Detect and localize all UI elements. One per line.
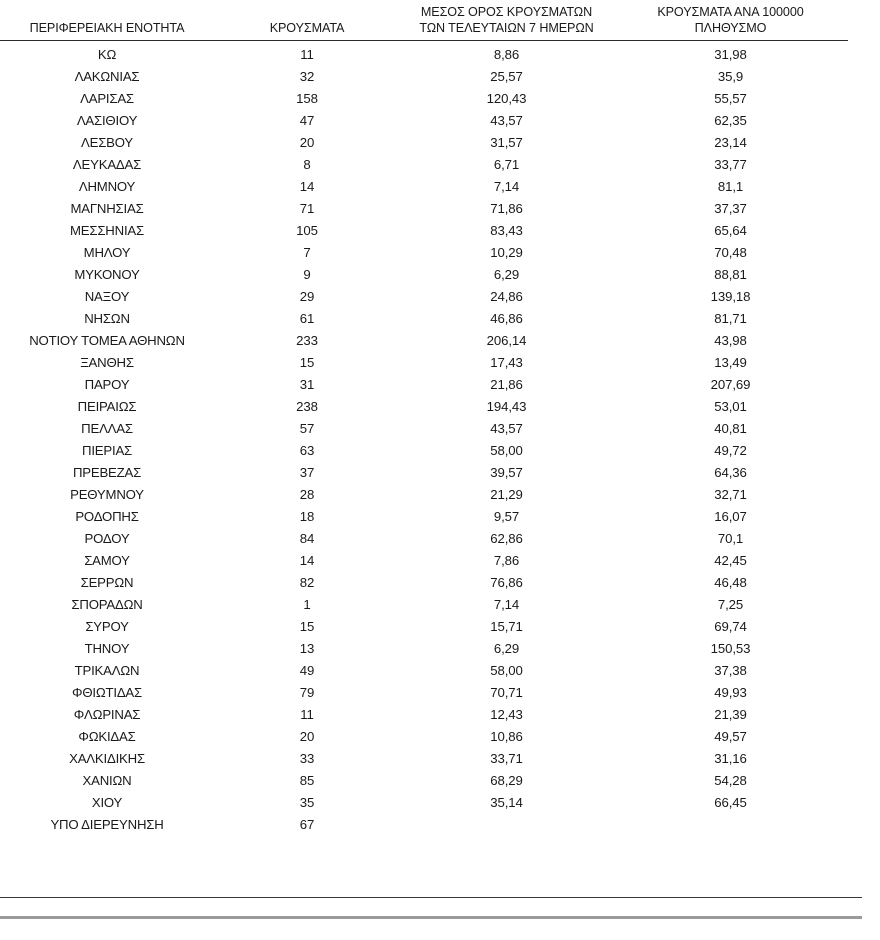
cell-cases: 233 [296,332,318,348]
table-header-row [0,4,848,40]
cell-average-7day: 46,86 [490,310,523,326]
table-row [0,484,848,506]
cell-region: ΤΡΙΚΑΛΩΝ [74,662,140,678]
cell-average-7day: 7,86 [493,552,520,568]
cell-average-7day: 33,71 [490,750,523,766]
cell-cases: 85 [299,772,315,788]
cell-average-7day: 6,29 [493,266,520,282]
table-row [0,572,848,594]
cell-region: ΣΑΜΟΥ [84,552,130,568]
cell-per-100000: 33,77 [714,156,747,172]
table-row [0,198,848,220]
cell-cases: 57 [299,420,315,436]
cell-region: ΥΠΟ ΔΙΕΡΕΥΝΗΣΗ [50,816,164,832]
cell-region: ΣΠΟΡΑΔΩΝ [71,596,143,612]
cell-cases: 15 [299,618,315,634]
cell-cases: 71 [299,200,315,216]
cell-region: ΝΑΞΟΥ [84,288,130,304]
cell-cases: 105 [296,222,318,238]
cell-per-100000: 7,25 [717,596,744,612]
cell-per-100000: 23,14 [714,134,747,150]
cell-region: ΝΟΤΙΟΥ ΤΟΜΕΑ ΑΘΗΝΩΝ [29,332,185,348]
cell-cases: 35 [299,794,315,810]
cell-region: ΚΩ [97,46,117,62]
cell-average-7day: 70,71 [490,684,523,700]
table-row [0,440,848,462]
cell-per-100000: 81,1 [717,178,744,194]
cell-per-100000: 13,49 [714,354,747,370]
cell-region: ΧΙΟΥ [91,794,123,810]
cell-region: ΣΥΡΟΥ [85,618,129,634]
cell-region: ΞΑΝΘΗΣ [80,354,134,370]
cell-average-7day: 9,57 [493,508,520,524]
cell-cases: 8 [303,156,311,172]
table-row [0,638,848,660]
cell-region: ΣΕΡΡΩΝ [80,574,134,590]
cell-per-100000: 66,45 [714,794,747,810]
cell-cases: 82 [299,574,315,590]
cell-per-100000: 49,57 [714,728,747,744]
cell-cases: 20 [299,134,315,150]
column-header-per-100000 [613,4,848,40]
cell-region: ΦΘΙΩΤΙΔΑΣ [72,684,142,700]
table-row [0,396,848,418]
cell-cases: 15 [299,354,315,370]
cell-per-100000: 21,39 [714,706,747,722]
cell-region: ΛΗΜΝΟΥ [78,178,136,194]
cell-average-7day: 6,71 [493,156,520,172]
cell-per-100000: 53,01 [714,398,747,414]
cell-cases: 18 [299,508,315,524]
table-row [0,154,848,176]
cell-cases: 47 [299,112,315,128]
cell-cases: 32 [299,68,315,84]
cell-per-100000: 207,69 [710,376,751,392]
table-row [0,66,848,88]
cell-region: ΛΑΚΩΝΙΑΣ [74,68,140,84]
table-row [0,682,848,704]
table-body [0,44,848,836]
cell-average-7day: 7,14 [493,596,520,612]
column-header-cases [214,4,400,40]
cell-per-100000: 69,74 [714,618,747,634]
cell-per-100000: 54,28 [714,772,747,788]
column-header-region [0,4,214,40]
cell-region: ΡΟΔΟΠΗΣ [75,508,139,524]
cell-cases: 1 [303,596,311,612]
cell-per-100000: 31,16 [714,750,747,766]
cell-per-100000: 55,57 [714,90,747,106]
cell-average-7day: 76,86 [490,574,523,590]
cell-region: ΝΗΣΩΝ [84,310,130,326]
cell-average-7day: 68,29 [490,772,523,788]
cell-average-7day: 10,29 [490,244,523,260]
cell-cases: 49 [299,662,315,678]
cell-cases: 33 [299,750,315,766]
cell-cases: 11 [300,46,314,62]
cell-average-7day: 43,57 [490,112,523,128]
cell-region: ΠΙΕΡΙΑΣ [82,442,132,458]
cell-average-7day: 120,43 [486,90,527,106]
cell-cases: 14 [299,178,315,194]
cell-per-100000: 139,18 [710,288,751,304]
cell-per-100000: 37,37 [714,200,747,216]
cell-cases: 29 [299,288,315,304]
cell-per-100000: 46,48 [714,574,747,590]
cell-region: ΧΑΝΙΩΝ [82,772,132,788]
table-row [0,660,848,682]
table-row [0,44,848,66]
column-header-per-100000-line1: ΚΡΟΥΣΜΑΤΑ ΑΝΑ 100000 [657,5,804,19]
cell-average-7day: 71,86 [490,200,523,216]
table-row [0,506,848,528]
table-row [0,550,848,572]
cell-average-7day: 35,14 [490,794,523,810]
cell-average-7day: 24,86 [490,288,523,304]
cell-per-100000: 64,36 [714,464,747,480]
cell-per-100000: 40,81 [714,420,747,436]
cell-average-7day: 17,43 [490,354,523,370]
cell-average-7day: 39,57 [490,464,523,480]
table-row [0,418,848,440]
cell-per-100000: 42,45 [714,552,747,568]
cell-average-7day: 43,57 [490,420,523,436]
table-row [0,132,848,154]
cell-region: ΛΕΥΚΑΔΑΣ [72,156,142,172]
table-row [0,176,848,198]
cell-per-100000: 32,71 [714,486,747,502]
cell-region: ΛΕΣΒΟΥ [81,134,133,150]
cell-region: ΦΩΚΙΔΑΣ [78,728,136,744]
cell-average-7day: 194,43 [486,398,527,414]
cell-average-7day [400,814,613,836]
cell-per-100000: 70,48 [714,244,747,260]
cell-region: ΡΟΔΟΥ [84,530,130,546]
column-header-per-100000-line2: ΠΛΗΘΥΣΜΟ [694,21,767,36]
cell-average-7day: 25,57 [490,68,523,84]
footer-rule-gap [0,898,862,916]
cell-per-100000: 62,35 [714,112,747,128]
table-row [0,616,848,638]
column-header-average-7day-line2: ΤΩΝ ΤΕΛΕΥΤΑΙΩΝ 7 ΗΜΕΡΩΝ [419,21,594,36]
table-row [0,110,848,132]
cell-cases: 7 [303,244,311,260]
table-row [0,286,848,308]
table-row [0,748,848,770]
cell-per-100000: 65,64 [714,222,747,238]
table-row [0,330,848,352]
cell-cases: 9 [303,266,311,282]
cell-average-7day: 15,71 [490,618,523,634]
cell-average-7day: 10,86 [490,728,523,744]
cell-average-7day: 21,29 [490,486,523,502]
cell-average-7day: 58,00 [490,662,523,678]
cell-per-100000: 150,53 [710,640,751,656]
cell-cases: 63 [299,442,315,458]
cell-cases: 14 [299,552,315,568]
cell-region: ΠΡΕΒΕΖΑΣ [72,464,142,480]
column-header-average-7day [400,4,613,40]
cell-average-7day: 12,43 [490,706,523,722]
table-row [0,792,848,814]
table-row [0,374,848,396]
cell-cases: 31 [299,376,315,392]
cell-cases: 37 [299,464,315,480]
cell-cases: 20 [299,728,315,744]
cell-region: ΛΑΣΙΘΙΟΥ [76,112,138,128]
cell-cases: 238 [296,398,318,414]
cell-per-100000: 16,07 [714,508,747,524]
cell-average-7day: 21,86 [490,376,523,392]
footer-rule-thick [0,916,862,919]
cell-cases: 79 [299,684,315,700]
table-row [0,726,848,748]
cell-per-100000: 43,98 [714,332,747,348]
table-row [0,770,848,792]
cell-average-7day: 206,14 [486,332,527,348]
table-row [0,594,848,616]
cell-region: ΠΕΙΡΑΙΩΣ [77,398,137,414]
table-row [0,814,848,836]
table-header [0,4,848,44]
table-row [0,220,848,242]
cell-cases: 11 [300,706,314,722]
cell-per-100000: 49,72 [714,442,747,458]
cell-region: ΠΕΛΛΑΣ [81,420,133,436]
cell-region: ΧΑΛΚΙΔΙΚΗΣ [69,750,145,766]
cell-region: ΜΗΛΟΥ [83,244,131,260]
table-row [0,308,848,330]
cell-per-100000: 70,1 [717,530,744,546]
table-row [0,462,848,484]
cell-region: ΜΕΣΣΗΝΙΑΣ [70,222,144,238]
cell-per-100000: 88,81 [714,266,747,282]
cell-region: ΤΗΝΟΥ [84,640,130,656]
regional-cases-table [0,4,848,836]
cell-per-100000: 37,38 [714,662,747,678]
table-row [0,242,848,264]
cell-region: ΜΥΚΟΝΟΥ [74,266,140,282]
cell-average-7day: 8,86 [493,46,520,62]
cell-per-100000: 31,98 [714,46,747,62]
cell-average-7day: 6,29 [493,640,520,656]
footer-rules [0,897,862,919]
cell-cases: 84 [299,530,315,546]
cell-average-7day: 62,86 [490,530,523,546]
cell-region: ΜΑΓΝΗΣΙΑΣ [70,200,144,216]
cell-per-100000 [613,814,848,836]
cell-average-7day: 58,00 [490,442,523,458]
cell-region: ΡΕΘΥΜΝΟΥ [70,486,144,502]
cell-per-100000: 81,71 [714,310,747,326]
document-page [0,4,880,940]
cell-region: ΠΑΡΟΥ [84,376,130,392]
table-row [0,88,848,110]
cell-average-7day: 83,43 [490,222,523,238]
cell-region: ΛΑΡΙΣΑΣ [80,90,134,106]
cell-average-7day: 7,14 [493,178,520,194]
cell-cases: 67 [299,816,315,832]
cell-cases: 28 [299,486,315,502]
cell-per-100000: 49,93 [714,684,747,700]
table-row [0,352,848,374]
column-header-region-line2: ΠΕΡΙΦΕΡΕΙΑΚΗ ΕΝΟΤΗΤΑ [29,21,185,36]
cell-region: ΦΛΩΡΙΝΑΣ [73,706,141,722]
table-row [0,528,848,550]
column-header-average-7day-line1: ΜΕΣΟΣ ΟΡΟΣ ΚΡΟΥΣΜΑΤΩΝ [420,5,593,19]
table-row [0,704,848,726]
column-header-cases-line2: ΚΡΟΥΣΜΑΤΑ [269,21,345,36]
table-row [0,264,848,286]
cell-cases: 61 [299,310,315,326]
cell-cases: 158 [296,90,318,106]
cell-per-100000: 35,9 [717,68,744,84]
cell-average-7day: 31,57 [490,134,523,150]
cell-cases: 13 [299,640,315,656]
